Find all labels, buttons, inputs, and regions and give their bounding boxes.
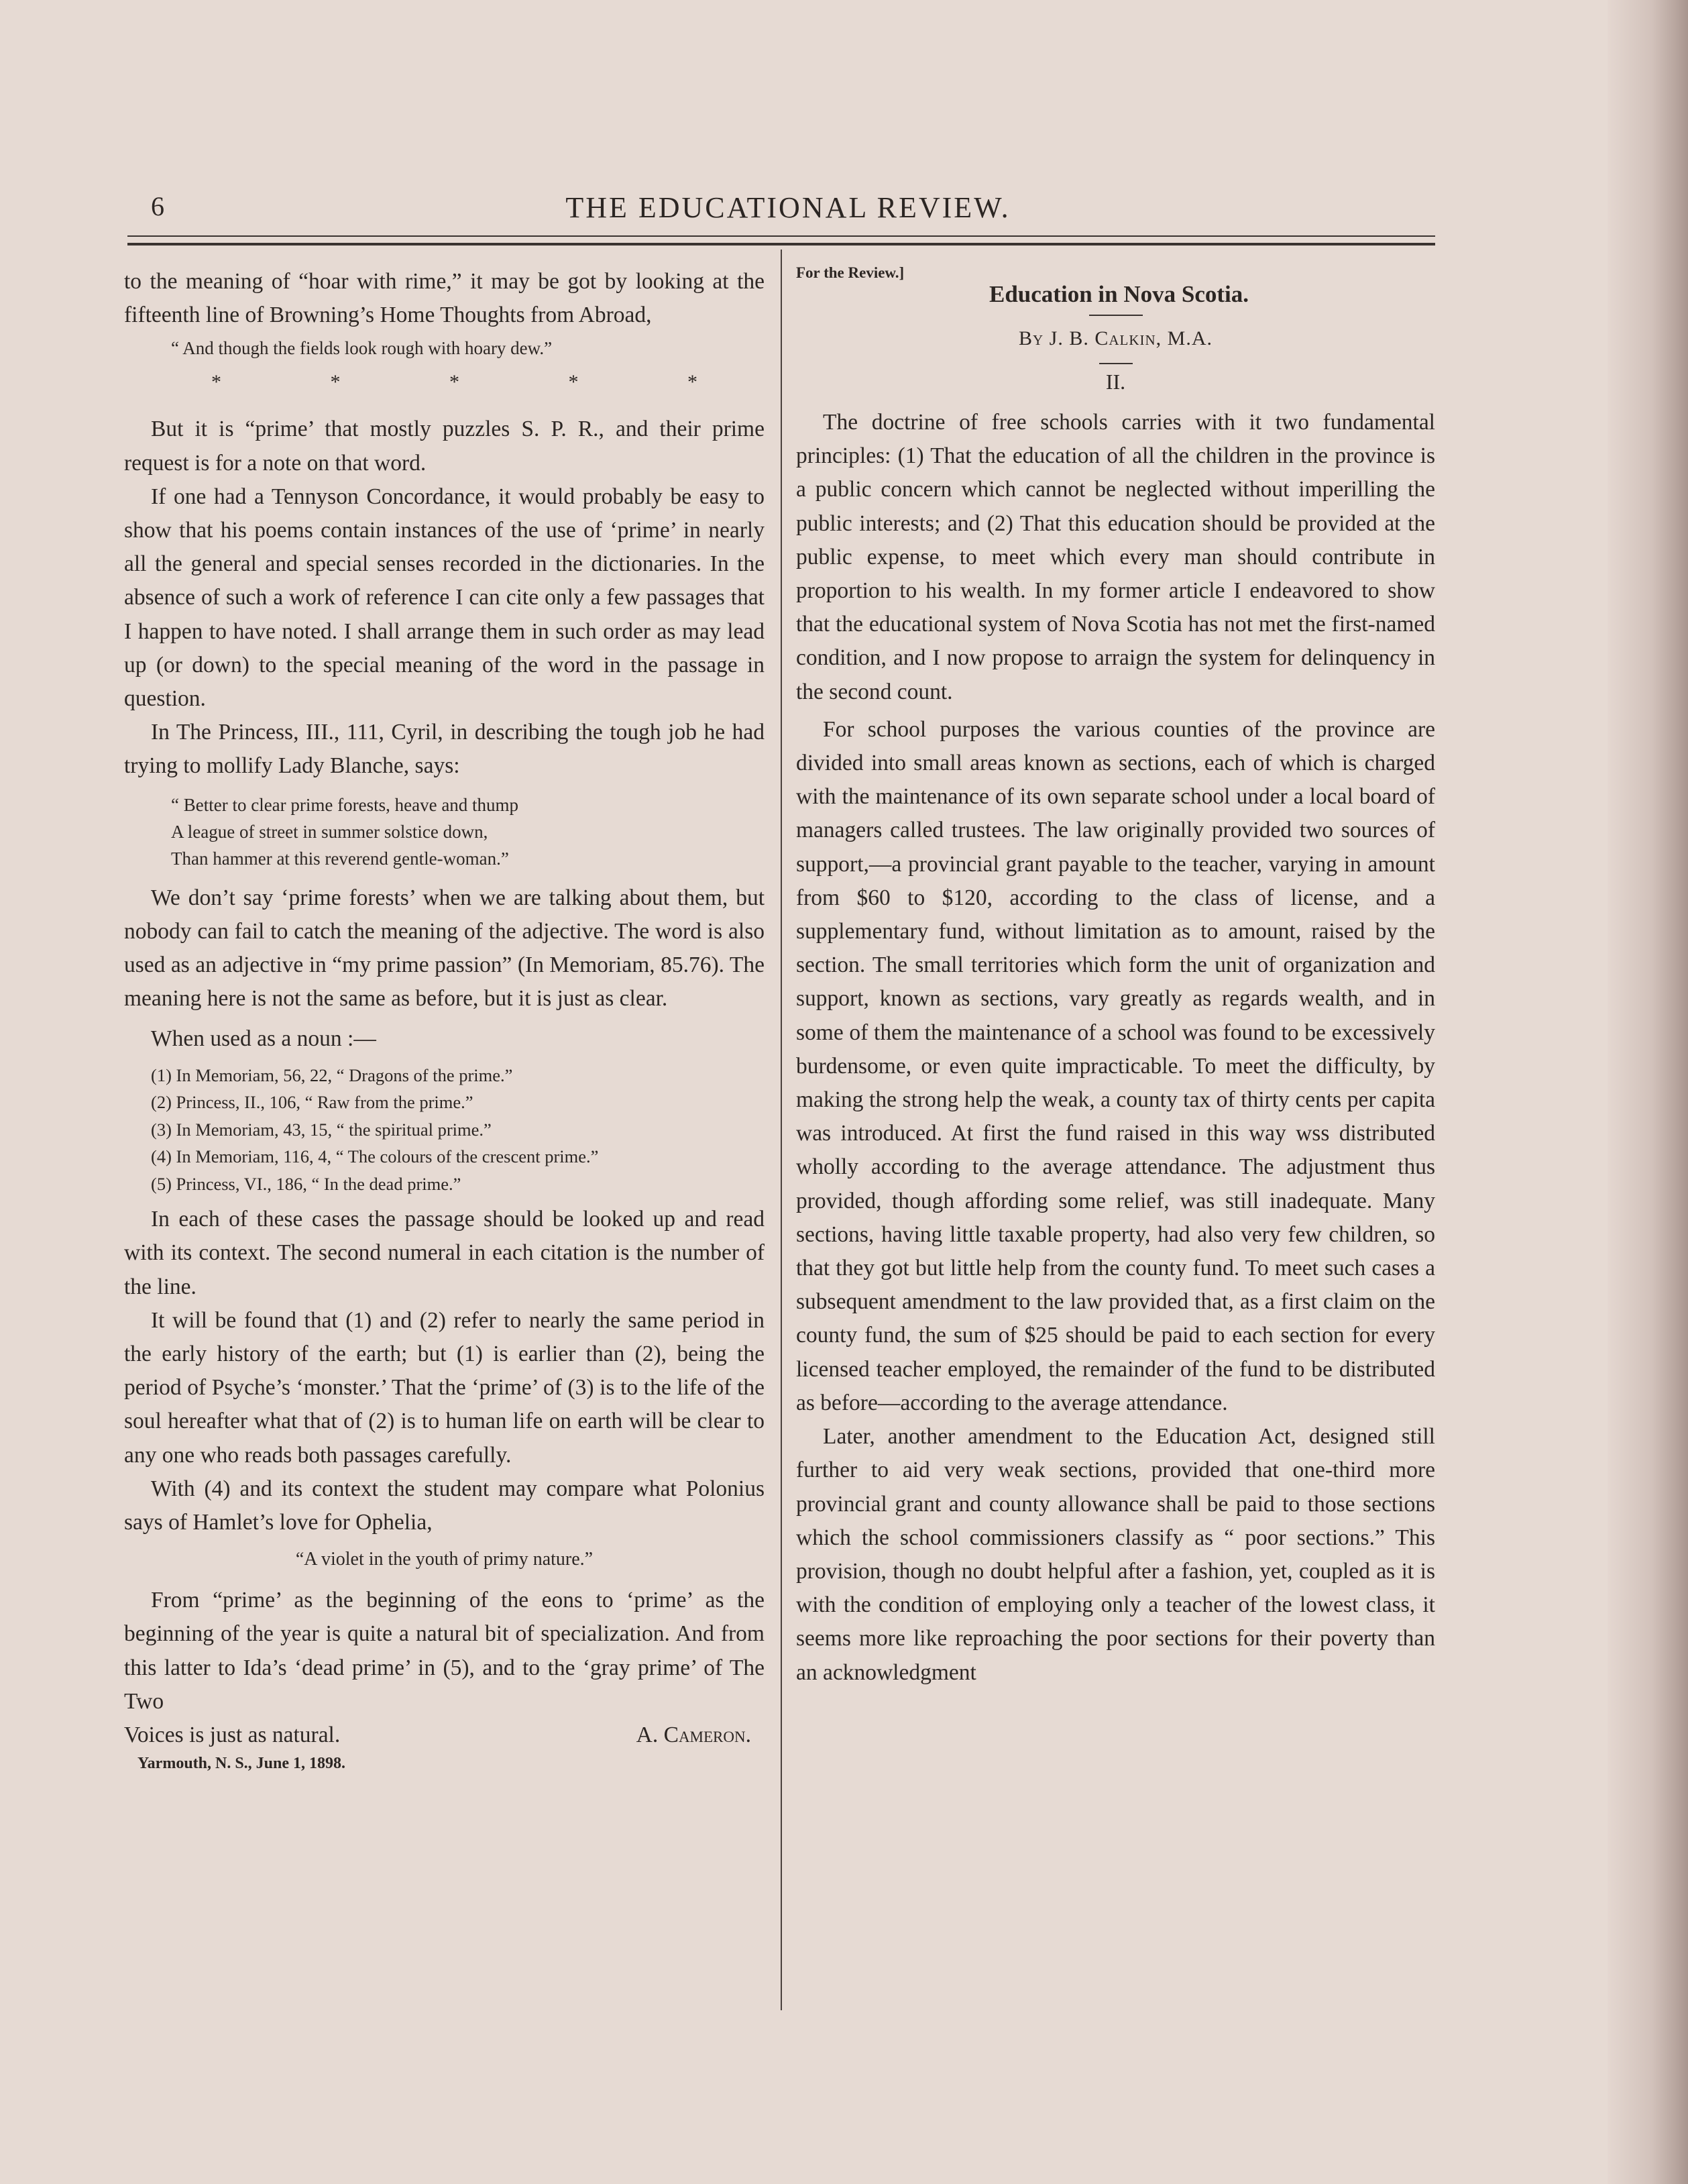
paragraph: From “prime’ as the beginning of the eons to ‘prime’ as the beginning of the year is quite a natural bit of specialization. And from this latter to Ida’s ‘dead prime’ in (5), and to the ‘gray prime’ of The Two [124,1588,765,1714]
header-rule-top [127,235,1435,237]
dateline: Yarmouth, N. S., June 1, 1898. [137,1755,346,1773]
verse-quote [124,791,765,872]
citation-item: (3) In Memoriam, 43, 15, “ the spiritual prime.” [151,1119,492,1140]
citation-item: (4) In Memoriam, 116, 4, “ The colours of the crescent prime.” [151,1146,599,1167]
paragraph: to the meaning of “hoar with rime,” it may be got by looking at the fifteenth line of Browning’s Home Thoughts from Abroad, [124,269,765,328]
paragraph: But it is “prime’ that mostly puzzles S. P. R., and their prime request is for a note on that word. [124,417,765,476]
citation-item: (1) In Memoriam, 56, 22, “ Dragons of the prime.” [151,1064,513,1085]
paragraph-last-line: Voices is just as natural. [124,1723,341,1747]
citation-list [124,1062,765,1198]
section-rule [1099,363,1133,364]
citation-item: (5) Princess, VI., 186, “ In the dead prime.” [151,1173,461,1194]
verse-quote [124,335,765,362]
paragraph: When used as a noun :— [151,1026,376,1052]
author-signature: A. Cameron. [636,1723,751,1747]
paragraph: In The Princess, III., 111, Cyril, in describing the tough job he had trying to mollify Lady Blanche, says: [124,720,765,779]
star: * [449,371,459,394]
verse-line: Than hammer at this reverend gentle-woman.” [171,848,509,869]
column-divider [781,250,782,2010]
star: * [211,371,221,394]
section-number: II. [1105,370,1126,394]
star: * [568,371,579,394]
left-column [124,265,765,1775]
article-title: Education in Nova Scotia. [989,281,1249,307]
page-number: 6 [151,191,164,221]
page-edge-shadow [1608,0,1688,2184]
verse-line: “ And though the fields look rough with hoary dew.” [171,338,553,359]
verse-line: “ Better to clear prime forests, heave and thump [171,794,519,815]
paragraph: If one had a Tennyson Concordance, it would probably be easy to show that his poems contain instances of the use of ‘prime’ in nearly all the general and special senses recorded in the dictionaries. In the absence of such a work of reference I can cite only a few passages that I happen to have noted. I shall arrange them in such order as may lead up (or down) to the special meaning of the word in the passage in question. [124,484,765,712]
section-break-stars [124,367,765,398]
star: * [687,371,697,394]
paragraph: We don’t say ‘prime forests’ when we are talking about them, but nobody can fail to catch the meaning of the adjective. The word is also used as an adjective in “my prime passion” (In Memoriam, 85.76). The meaning here is not the same as before, but it is just as clear. [124,885,765,1012]
running-title: THE EDUCATIONAL REVIEW. [565,191,1011,224]
signoff-line [124,1718,765,1752]
header-rule-bottom [127,243,1435,245]
star: * [330,371,341,394]
for-review-note: For the Review.] [796,264,905,281]
page-header [131,186,1445,227]
verse-quote: “A violet in the youth of primy nature.” [295,1549,594,1570]
title-rule [1089,315,1143,316]
paragraph: For school purposes the various counties of the province are divided into small areas known as sections, each of which is charged with the maintenance of its own separate school under a local board of managers called trustees. The law originally provided two sources of support,—a provincial grant payable to the teacher, varying in amount from $60 to $120, according to the class of license, and a supplementary fund, without limitation as to amount, raised by the section. The small territories which form the unit of organization and support, known as sections, vary greatly as regards wealth, and in some of them the maintenance of a school was found to be excessively burdensome, or even quite impracticable. To meet the difficulty, by making the strong help the weak, a county tax of thirty cents per capita was introduced. At first the fund raised in this way wss distributed wholly according to the average attendance. The adjustment thus provided, though affording some relief, was still inadequate. Many sections, having little taxable property, had also very few children, so that they got but little help from the county fund. To meet such cases a subsequent amendment to the law provided that, as a first claim on the county fund, the sum of $25 should be paid to each section for every licensed teacher employed, the remainder of the fund to be distributed as before—according to the average attendance. [796,716,1435,1415]
byline: By J. B. Calkin, M.A. [1018,327,1213,349]
paragraph: It will be found that (1) and (2) refer to nearly the same period in the early history of the earth; but (1) is earlier than (2), being the period of Psyche’s ‘monster.’ That the ‘prime’ of (3) is to the life of the soul hereafter what that of (2) is to human life on earth will be clear to any one who reads both passages carefully. [124,1307,765,1468]
verse-line: A league of street in summer solstice down, [171,821,488,842]
paragraph: With (4) and its context the student may compare what Polonius says of Hamlet’s love for Ophelia, [124,1476,765,1535]
paragraph: The doctrine of free schools carries with it two fundamental principles: (1) That the education of all the children in the province is a public concern which cannot be neglected without imperilling the public interests; and (2) That this education should be provided at the public expense, to meet which every man should contribute in proportion to his wealth. In my former article I endeavored to show that the educational system of Nova Scotia has not met the first-named condition, and I now propose to arraign the system for delinquency in the second count. [796,410,1435,704]
paragraph: In each of these cases the passage should be looked up and read with its context. The second numeral in each citation is the number of the line. [124,1207,765,1299]
paragraph: Later, another amendment to the Education Act, designed still further to aid very weak sections, provided that one-third more provincial grant and county allowance shall be paid to those sections which the school commissioners classify as “ poor sections.” This provision, though no doubt helpful after a fashion, yet, coupled as it is with the condition of employing only a teacher of the lowest class, it seems more like reproaching the poor sections for their poverty than an acknowledgment [796,1424,1435,1685]
citation-item: (2) Princess, II., 106, “ Raw from the prime.” [151,1092,473,1113]
right-column [796,265,1435,1690]
